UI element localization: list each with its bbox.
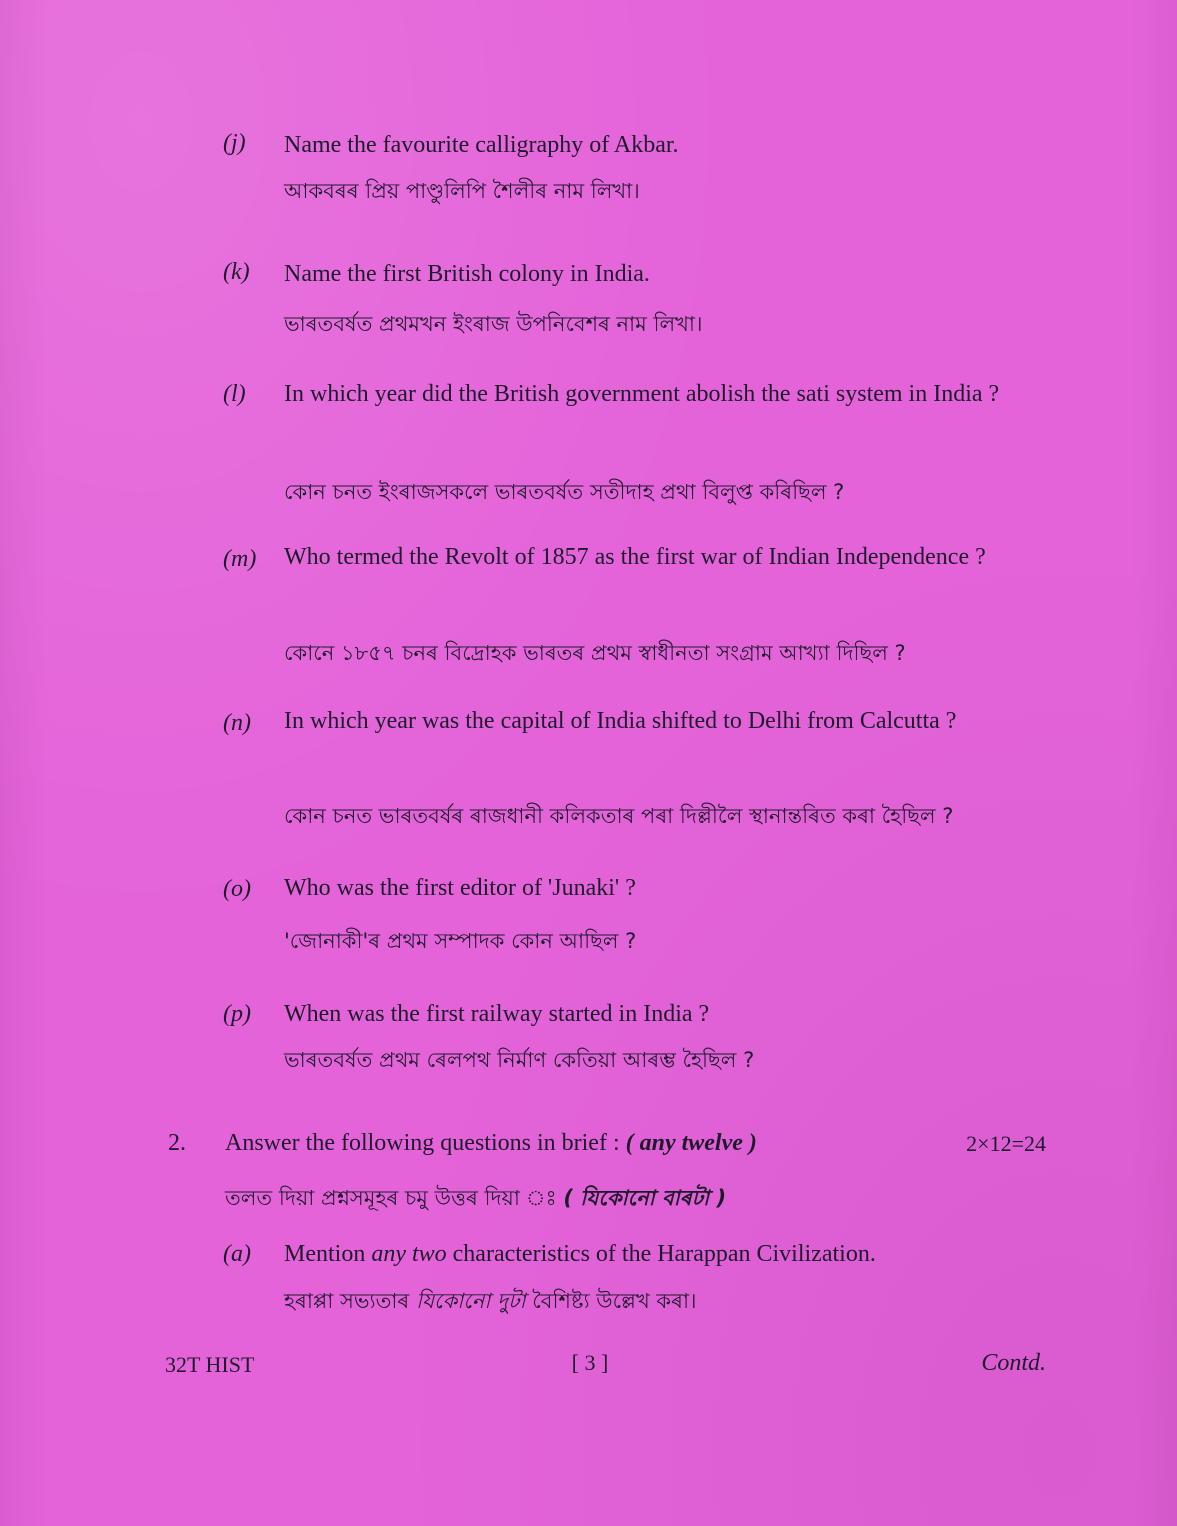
item-english-text: Who termed the Revolt of 1857 as the first war of Indian Independence ? [284,544,986,570]
item-assamese-text: ভাৰতবৰ্ষত প্ৰথমখন ইংৰাজ উপনিবেশৰ নাম লিখা। [284,312,703,336]
item-english-text: Who was the first editor of 'Junaki' ? [284,875,636,901]
paper-code: 32T HIST [165,1352,255,1377]
item-label: (p) [223,1001,251,1027]
item-english-pre: Mention [284,1241,366,1267]
item-english-post: characteristics of the Harappan Civilization. [452,1241,876,1267]
item-assamese-text: আকবৰৰ প্ৰিয় পাণ্ডুলিপি শৈলীৰ নাম লিখা। [284,179,640,203]
item-assamese-emphasis: যিকোনো দুটা [415,1289,526,1313]
item-english-text: Name the first British colony in India. [284,261,650,287]
item-english-text: Name the favourite calligraphy of Akbar. [284,132,679,158]
item-assamese-post: বৈশিষ্ট্য উল্লেখ কৰা। [532,1289,697,1313]
item-assamese-text: 'জোনাকী'ৰ প্ৰথম সম্পাদক কোন আছিল ? [284,929,637,953]
item-english-text: In which year did the British government abolish the sati system in India ? [284,381,1000,407]
marks-allocation: 2×12=24 [966,1131,1046,1156]
item-label: (k) [223,259,250,285]
item-label: (n) [223,710,251,736]
question-prompt-assamese [225,1182,726,1217]
question-number: 2. [168,1130,186,1156]
item-assamese-text: কোনে ১৮৫৭ চনৰ বিদ্ৰোহক ভাৰতৰ প্ৰথম স্বাধীনতা সংগ্ৰাম আখ্যা দিছিল ? [284,641,906,665]
item-label: (m) [223,546,257,572]
item-assamese-text [284,1286,1064,1316]
item-english-text: When was the first railway started in India ? [284,1001,710,1027]
item-label: (o) [223,876,251,902]
question-prompt-assamese-emphasis: ( যিকোনো বাৰটা ) [563,1186,727,1210]
item-assamese-text: কোন চনত ভাৰতবৰ্ষৰ ৰাজধানী কলিকতাৰ পৰা দিল্লীলৈ স্থানান্তৰিত কৰা হৈছিল ? [284,804,954,828]
item-english-emphasis: any two [371,1241,447,1267]
item-label: (l) [223,381,246,407]
item-english-text [284,1235,1046,1273]
page-number: [ 3 ] [571,1350,609,1375]
question-prompt-assamese-text: তলত দিয়া প্ৰশ্নসমূহৰ চমু উত্তৰ দিয়া ঃ [225,1186,557,1210]
question-prompt-text: Answer the following questions in brief : [225,1130,620,1156]
item-label: (j) [223,130,246,156]
item-label: (a) [223,1241,251,1267]
item-assamese-pre: হৰাপ্পা সভ্যতাৰ [284,1289,410,1313]
item-english-text: In which year was the capital of India shifted to Delhi from Calcutta ? [284,708,957,734]
question-prompt [225,1130,757,1157]
item-assamese-text: ভাৰতবৰ্ষত প্ৰথম ৰেলপথ নিৰ্মাণ কেতিয়া আৰম্ভ হৈছিল ? [284,1048,755,1072]
item-assamese-text: কোন চনত ইংৰাজসকলে ভাৰতবৰ্ষত সতীদাহ প্ৰথা বিলুপ্ত কৰিছিল ? [284,480,845,504]
continued-marker: Contd. [981,1350,1046,1376]
question-prompt-emphasis: ( any twelve ) [625,1130,757,1156]
